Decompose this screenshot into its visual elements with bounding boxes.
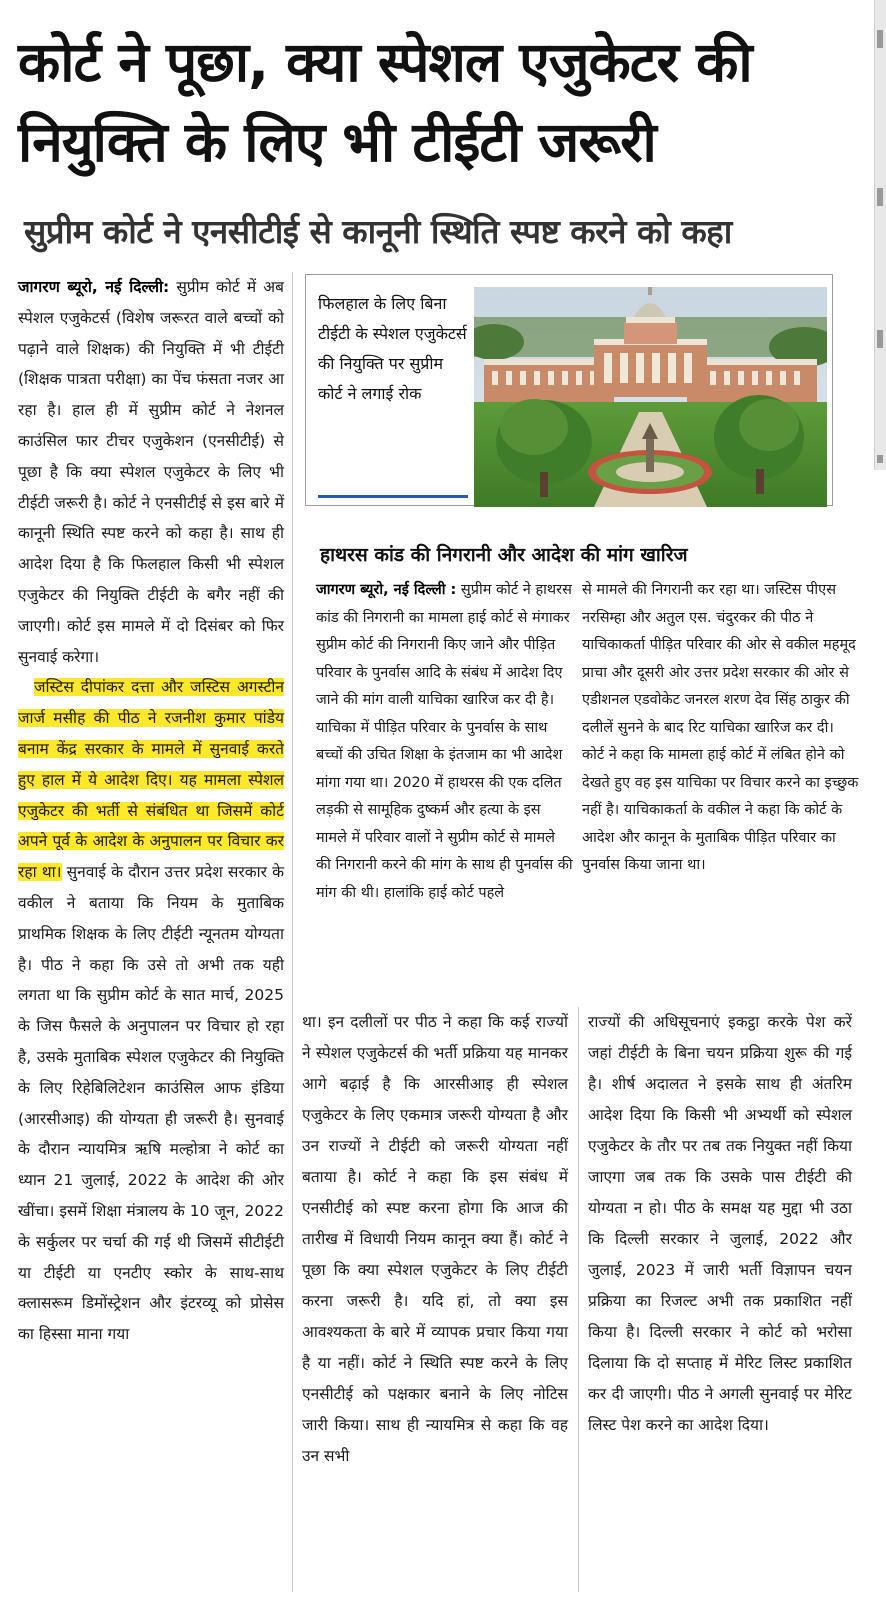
highlighted-text: जस्टिस दीपांकर दत्ता और जस्टिस अगस्टीन जार्ज मसीह की पीठ ने रजनीश कुमार पांडेय बनाम केंद्र सरकार के मामले में सुनवाई करते हुए हाल में ये आदेश दिए। यह मामला स्पेशल एजुकेटर की भर्ती से संबंधित था जिसमें कोर्ट अपने पूर्व के आदेश के अनुपालन पर विचार कर रहा था। (18, 678, 284, 882)
second-story-column-1 (316, 577, 574, 907)
subheadline: सुप्रीम कोर्ट ने एनसीटीई से कानूनी स्थिति स्पष्ट करने को कहा (24, 212, 732, 251)
second-story-headline: हाथरस कांड की निगरानी और आदेश की मांग खारिज (320, 544, 688, 566)
photo-box (305, 274, 833, 506)
dateline: जागरण ब्यूरो, नई दिल्ली: (18, 278, 170, 296)
column-divider (578, 1007, 579, 1592)
main-story-para-1 (18, 272, 284, 672)
adjacent-page-edge (874, 0, 886, 470)
supreme-court-photo (474, 287, 827, 507)
second-story-text-1: सुप्रीम कोर्ट ने हाथरस कांड की निगरानी का मामला हाई कोर्ट से मंगाकर सुप्रीम कोर्ट की निगरानी किए जाने और पीड़ित परिवार के पुनर्वास आदि के संबंध में आदेश दिए जाने की मांग वाली याचिका खारिज कर दी है। याचिका में पीड़ित परिवार के पुनर्वास के साथ बच्चों की उचित शिक्षा के इंतजाम का भी आदेश मांगा गया था। 2020 में हाथरस की एक दलित लड़की से सामूहिक दुष्कर्म और हत्या के इस मामले में परिवार वालों ने सुप्रीम कोर्ट से मामले की निगरानी करने की मांग के साथ ही पुनर्वास की मांग की थी। हालांकि हाई कोर्ट पहले (316, 582, 573, 901)
main-story-continuation-2: राज्यों की अधिसूचनाएं इकट्ठा करके पेश करें जहां टीईटी के बिना चयन प्रक्रिया शुरू की गई है। शीर्ष अदालत ने इसके साथ ही अंतरिम आदेश दिया कि किसी भी अभ्यर्थी को स्पेशल एजुकेटर के तौर पर तब तक नियुक्त नहीं किया जाएगा जब तक कि उसके पास टीईटी की योग्यता न हो। पीठ के समक्ष यह मुद्दा भी उठा कि दिल्ली सरकार ने जुलाई, 2022 और जुलाई, 2023 में जारी भर्ती विज्ञापन चयन प्रक्रिया का रिजल्ट अभी तक प्रकाशित नहीं किया है। दिल्ली सरकार ने कोर्ट को भरोसा दिलाया कि दो सप्ताह में मेरिट लिस्ट प्रकाशित कर दी जाएगी। पीठ ने अगली सुनवाई पर मेरिट लिस्ट पेश करने का आदेश दिया। (588, 1013, 852, 1434)
main-story-column-3 (588, 1007, 852, 1441)
headline: कोर्ट ने पूछा, क्या स्पेशल एजुकेटर की नियुक्ति के लिए भी टीईटी जरूरी (18, 30, 752, 174)
second-story-dateline: जागरण ब्यूरो, नई दिल्ली : (316, 582, 457, 598)
second-story-text-2: से मामले की निगरानी कर रहा था। जस्टिस पीएस नरसिम्हा और अतुल एस. चंदुरकर की पीठ ने याचिकाकर्ता पीड़ित परिवार की ओर से वकील महमूद प्राचा और दूसरी ओर उत्तर प्रदेश सरकार की ओर से एडीशनल एडवोकेट जनरल शरण देव सिंह ठाकुर की दलीलें सुनने के बाद रिट याचिका खारिज कर दी। कोर्ट ने कहा कि मामला हाई कोर्ट में लंबित होने को देखते हुए वह इस याचिका पर विचार करने का इच्छुक नहीं है। याचिकाकर्ता के वकील ने कहा कि कोर्ट के आदेश और कानून के मुताबिक पीड़ित परिवार का पुनर्वास किया जाना था। (582, 582, 859, 873)
para-2-text: सुनवाई के दौरान उत्तर प्रदेश सरकार के वकील ने बताया कि नियम के मुताबिक प्राथमिक शिक्षक के लिए टीईटी न्यूनतम योग्यता है। पीठ ने कहा कि उसे तो अभी तक यही लगता था कि सुप्रीम कोर्ट के सात मार्च, 2025 के जिस फैसले के अनुपालन पर विचार हो रहा है, उसके मुताबिक स्पेशल एजुकेटर की नियुक्ति के लिए रिहेबिलिटेशन काउंसिल आफ इंडिया (आरसीआइ) की योग्यता ही जरूरी है। सुनवाई के दौरान न्यायमित्र ऋषि मल्होत्रा ने कोर्ट का ध्यान 21 जुलाई, 2022 के आदेश की ओर खींचा। इसमें शिक्षा मंत्रालय के 10 जून, 2022 के सर्कुलर पर चर्चा की गई थी जिसमें सीटीईटी या टीईटी या एनटीए स्कोर के साथ-साथ क्लासरूम डिमोंस्ट्रेशन और इंटरव्यू को प्रोसेस का हिस्सा माना गया (18, 863, 284, 1344)
column-divider (292, 272, 293, 1592)
para-1-text: सुप्रीम कोर्ट में अब स्पेशल एजुकेटर्स (विशेष जरूरत वाले बच्चों को पढ़ाने वाले शिक्षक) की नियुक्ति में भी टीईटी (शिक्षक पात्रता परीक्षा) का पेंच फंसता नजर आ रहा है। हाल ही में सुप्रीम कोर्ट ने नेशनल काउंसिल फार टीचर एजुकेशन (एनसीटीई) से पूछा है कि क्या स्पेशल एजुकेटर के लिए भी टीईटी जरूरी है। कोर्ट ने एनसीटीई से इस बारे में कानूनी स्थिति स्पष्ट करने को कहा है। साथ ही आदेश दिया है कि फिलहाल किसी भी स्पेशल एजुकेटर की नियुक्ति टीईटी के बगैर नहीं की जाएगी। कोर्ट इस मामले में दो दिसंबर को फिर सुनवाई करेगा। (18, 278, 284, 666)
main-story-column-1 (18, 272, 284, 1350)
main-story-para-2 (18, 672, 284, 1350)
main-story-continuation-1: था। इन दलीलों पर पीठ ने कहा कि कई राज्यों ने स्पेशल एजुकेटर्स की भर्ती प्रक्रिया यह मानकर आगे बढ़ाई है कि आरसीआइ ही स्पेशल एजुकेटर के लिए एकमात्र जरूरी योग्यता है और उन राज्यों ने टीईटी को जरूरी योग्यता नहीं बताया है। कोर्ट ने कहा कि इस संबंध में एनसीटीई को स्पष्ट करना होगा कि आज की तारीख में विधायी नियम कानून क्या हैं। कोर्ट ने पूछा कि क्या स्पेशल एजुकेटर के लिए टीईटी करना जरूरी है। यदि हां, तो क्या इस आवश्यकता के बारे में व्यापक प्रचार किया गया है या नहीं। कोर्ट ने स्थिति स्पष्ट करने के लिए एनसीटीई को पक्षकार बनाने के लिए नोटिस जारी किया। साथ ही न्यायमित्र से कहा कि वह उन सभी (302, 1013, 568, 1465)
caption-underline (318, 495, 468, 498)
second-story-column-2 (582, 577, 860, 880)
photo-caption: फिलहाल के लिए बिना टीईटी के स्पेशल एजुकेटर्स की नियुक्ति पर सुप्रीम कोर्ट ने लगाई रोक (318, 294, 467, 403)
main-story-column-2 (302, 1007, 568, 1472)
